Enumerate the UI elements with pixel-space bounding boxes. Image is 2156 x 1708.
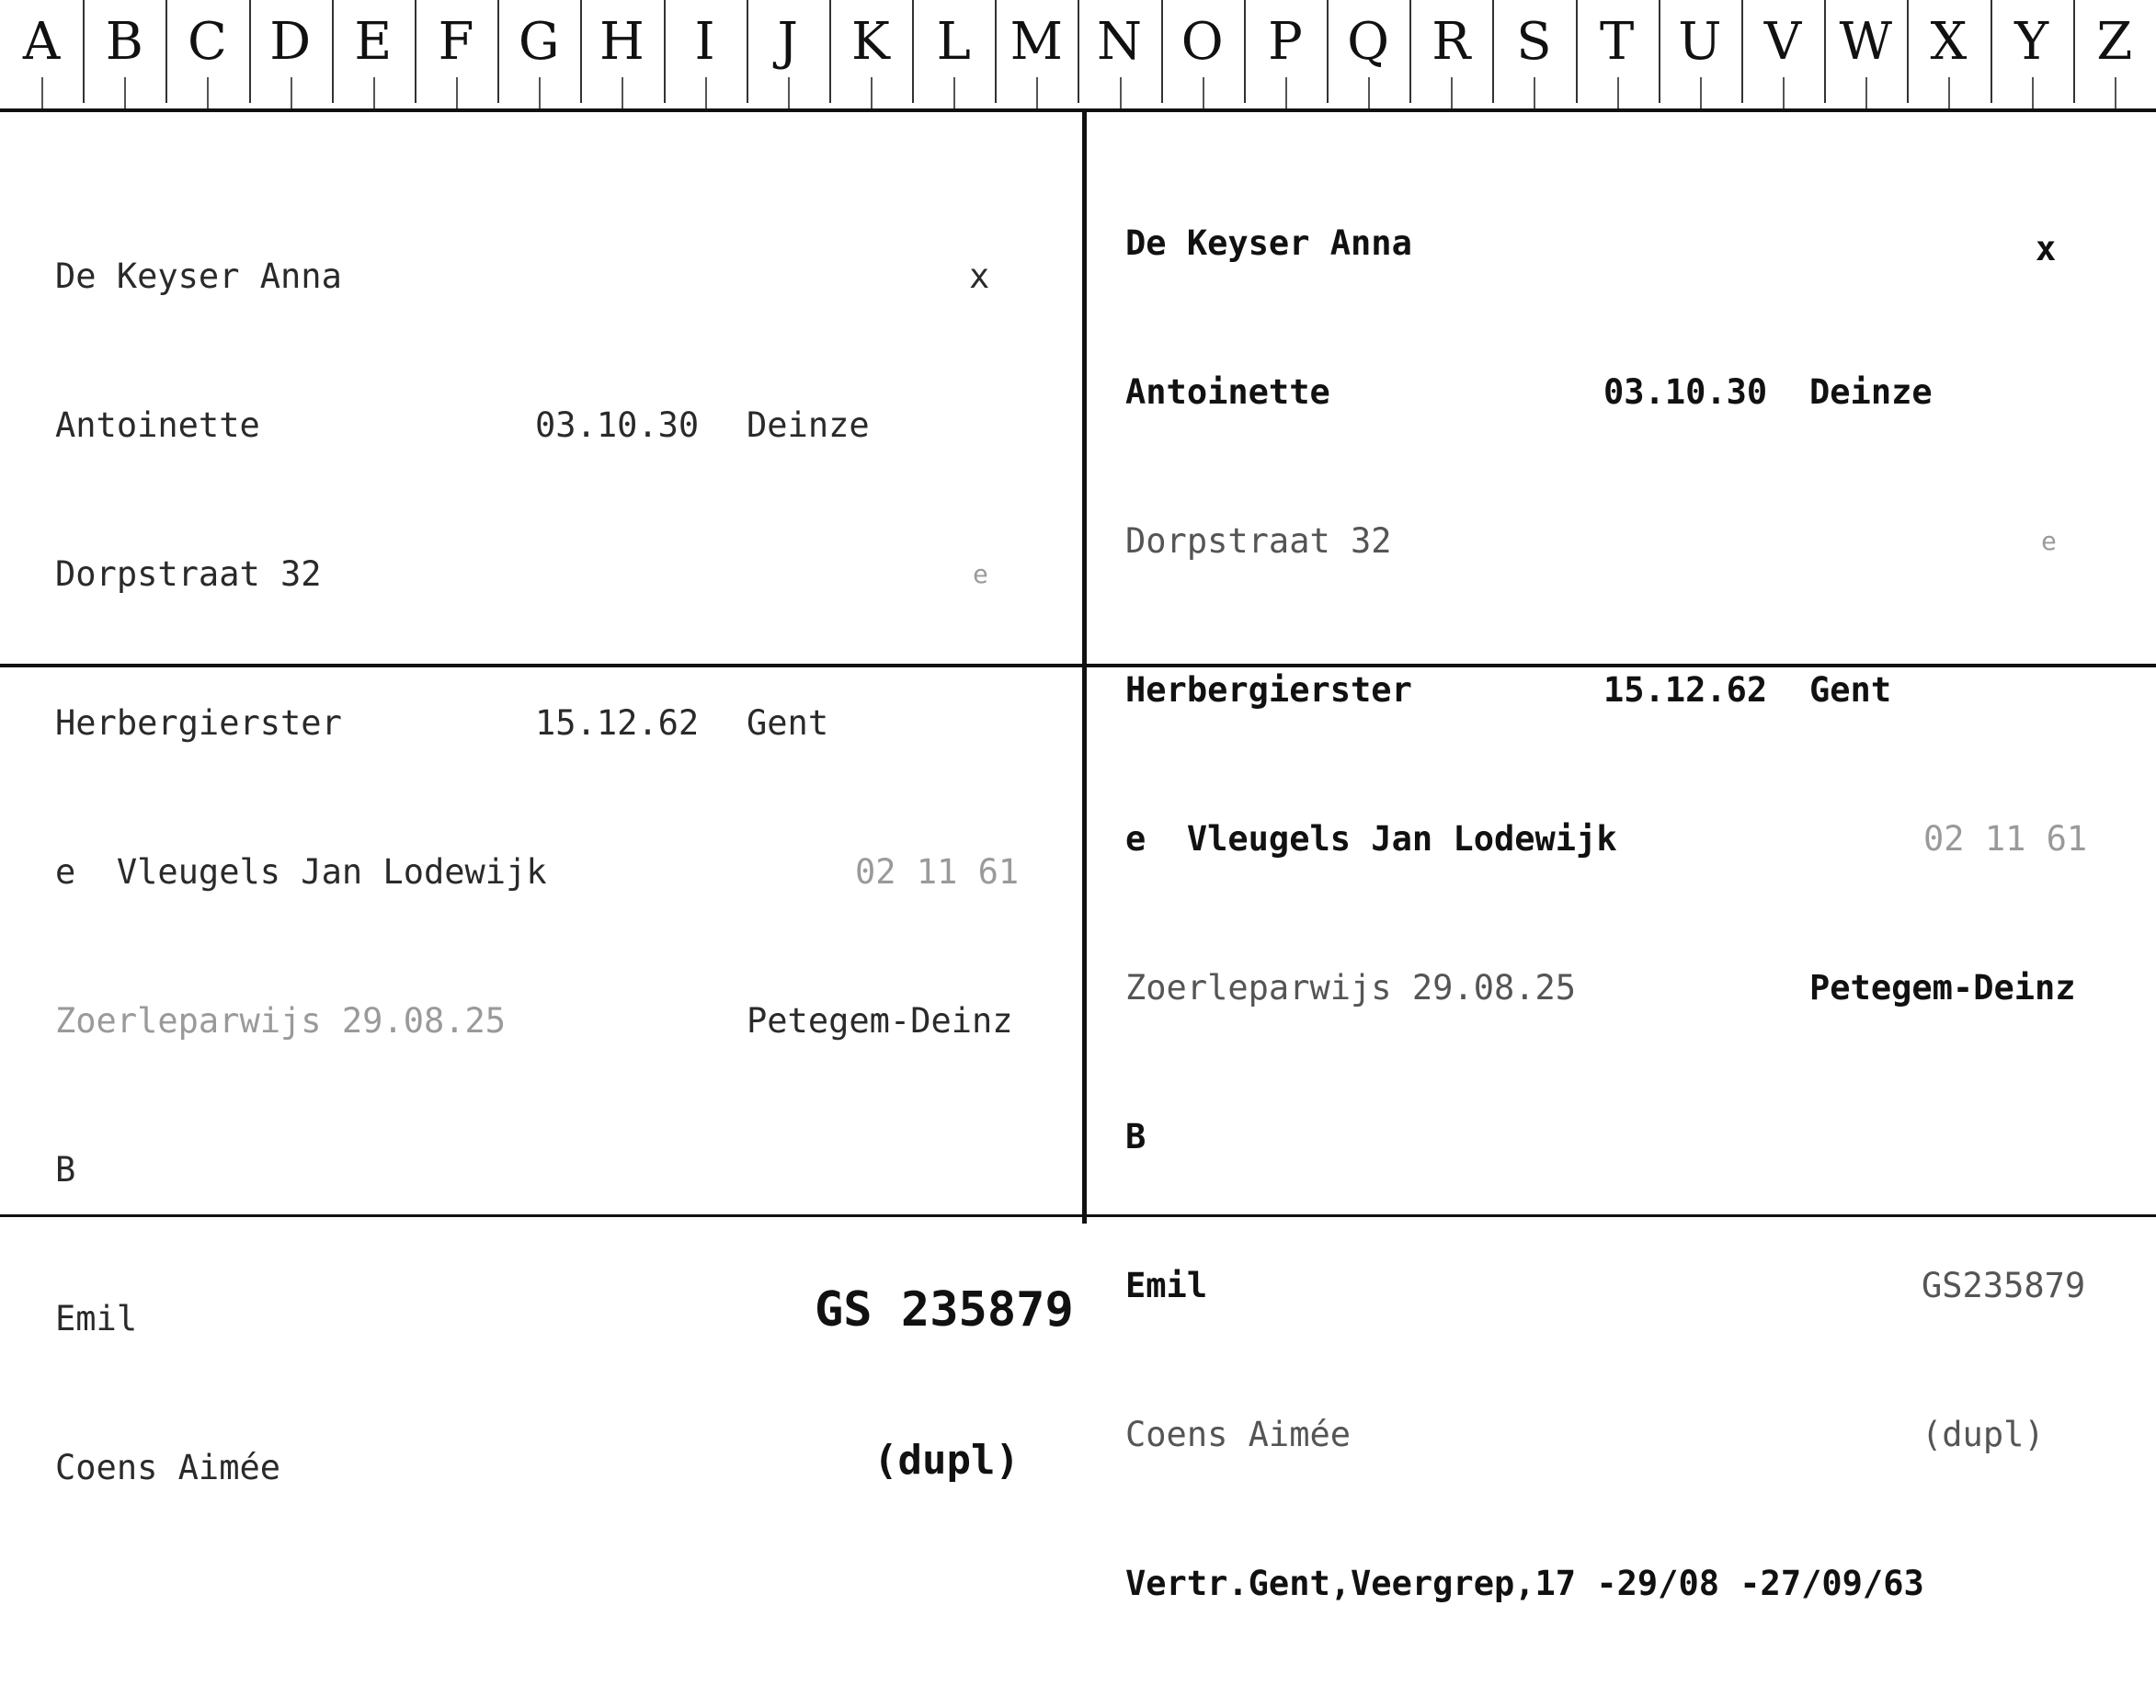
company: Coens Aimée (55, 1448, 281, 1487)
letter-b: B (55, 1150, 76, 1190)
index-letter-y: Y (1991, 0, 2073, 108)
index-letter-i: I (664, 0, 747, 108)
index-letter-g: G (497, 0, 580, 108)
index-letter-p: P (1244, 0, 1327, 108)
empty-card-bottom-left (0, 667, 1082, 1214)
spouse: e Vleugels Jan Lodewijk (55, 852, 547, 892)
index-letter-m: M (995, 0, 1078, 108)
index-letter-h: H (580, 0, 663, 108)
index-letter-d: D (249, 0, 332, 108)
index-letter-w: W (1824, 0, 1907, 108)
index-letter-e: E (332, 0, 415, 108)
address: Dorpstraat 32 (55, 554, 322, 594)
index-letter-v: V (1741, 0, 1824, 108)
dupl-label: (dupl) (873, 1437, 1020, 1484)
index-letter-t: T (1576, 0, 1659, 108)
index-letter-q: Q (1327, 0, 1409, 108)
index-letter-x: X (1907, 0, 1990, 108)
street-2: Zoerleparwijs 29.08.25 (1125, 968, 1577, 1008)
street-2: Zoerleparwijs 29.08.25 (55, 1001, 507, 1041)
index-letter-f: F (415, 0, 497, 108)
index-letter-b: B (83, 0, 165, 108)
index-letter-n: N (1078, 0, 1160, 108)
date-2: 15.12.62 (1603, 670, 1768, 710)
first-name: Antoinette (1125, 372, 1330, 412)
birth-date: 03.10.30 (1603, 372, 1768, 412)
surname: De Keyser Anna (1125, 223, 1412, 263)
index-letter-r: R (1409, 0, 1492, 108)
alphabet-index-strip (0, 0, 2156, 112)
spouse-date: 02 11 61 (855, 852, 1020, 892)
first-name: Antoinette (55, 405, 260, 445)
place-2: Gent (1809, 670, 1892, 710)
index-letter-a: A (0, 0, 83, 108)
mark-x: x (969, 256, 990, 296)
index-letter-u: U (1659, 0, 1741, 108)
departure-note: Vertr.Gent,Veergrep,17 -29/08 -27/09/63 (1125, 1564, 1924, 1603)
company: Coens Aimée (1125, 1415, 1352, 1454)
index-letter-o: O (1161, 0, 1244, 108)
place-3: Petegem-Deinz (1809, 968, 2076, 1008)
spouse: e Vleugels Jan Lodewijk (1125, 819, 1617, 859)
letter-b: B (1125, 1117, 1146, 1156)
index-letter-j: J (747, 0, 829, 108)
surname: De Keyser Anna (55, 256, 342, 296)
birth-place: Deinze (747, 405, 870, 445)
spouse-date: 02 11 61 (1923, 819, 2088, 859)
stamp-number: GS235879 (1922, 1266, 2086, 1305)
given-name: Emil (1125, 1266, 1208, 1305)
index-letter-z: Z (2073, 0, 2156, 108)
occupation: Herbergierster (1125, 670, 1412, 710)
mark-x: x (2036, 229, 2057, 268)
index-letter-k: K (829, 0, 912, 108)
address: Dorpstraat 32 (1125, 521, 1392, 561)
mark-e: e (2041, 526, 2057, 556)
birth-date: 03.10.30 (535, 405, 700, 445)
dupl-label: (dupl) (1922, 1415, 2045, 1454)
stamp-number: GS 235879 (815, 1282, 1074, 1338)
index-letter-c: C (165, 0, 248, 108)
place-2: Gent (747, 703, 829, 743)
date-2: 15.12.62 (535, 703, 700, 743)
mark-e: e (973, 559, 988, 589)
birth-place: Deinze (1809, 372, 1933, 412)
occupation: Herbergierster (55, 703, 342, 743)
given-name: Emil (55, 1299, 138, 1338)
index-letter-s: S (1492, 0, 1575, 108)
place-3: Petegem-Deinz (747, 1001, 1013, 1041)
index-letter-l: L (912, 0, 995, 108)
empty-card-bottom-right (1087, 667, 2156, 1214)
